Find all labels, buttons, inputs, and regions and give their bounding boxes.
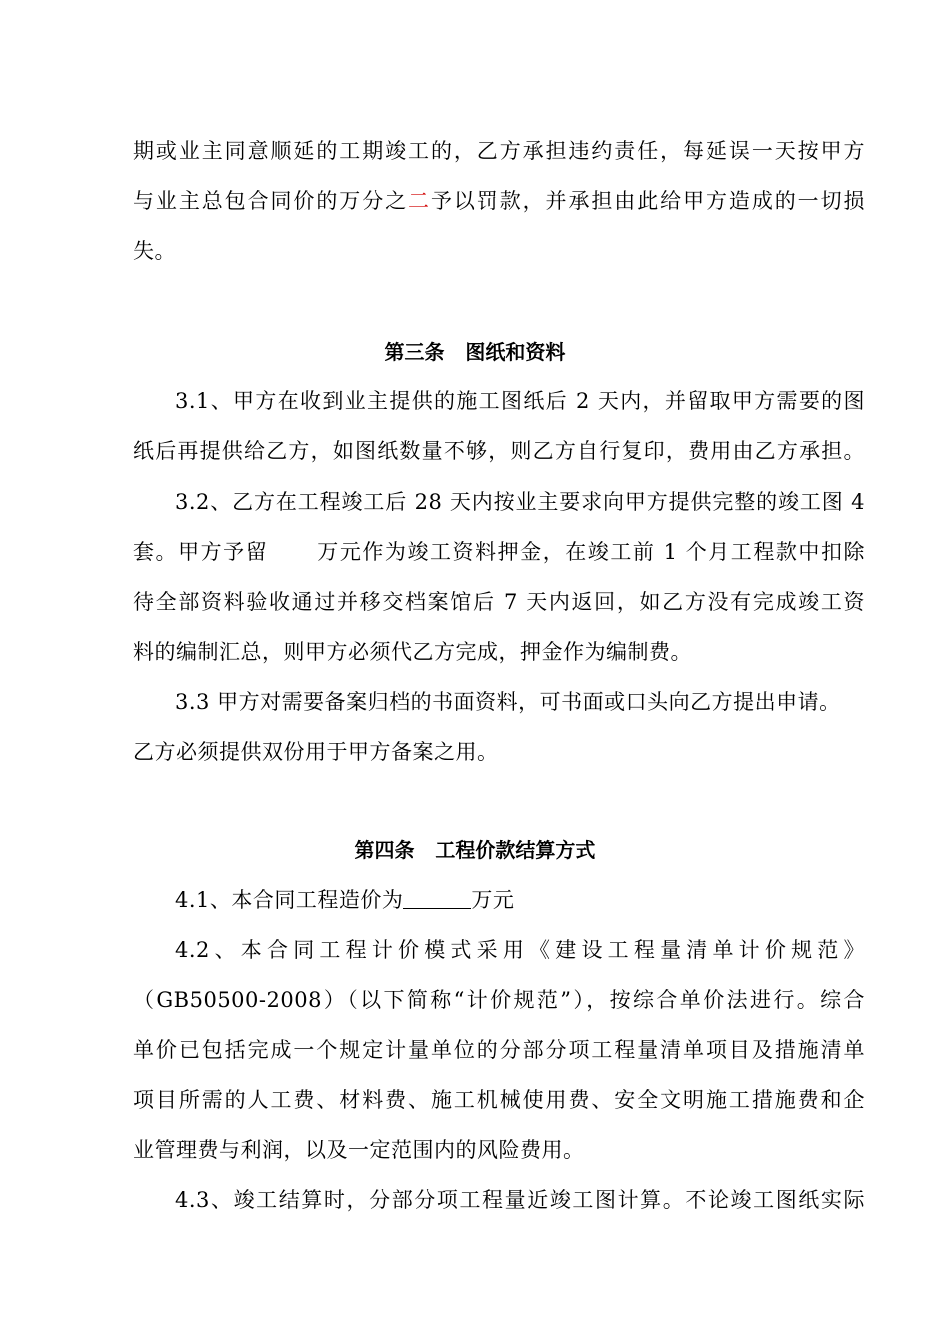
clause-3-2-line-4: 料的编制汇总，则甲方必须代乙方完成，押金作为编制费。	[133, 640, 692, 664]
intro-line-3: 失。	[133, 239, 176, 263]
clause-4-1-label: 4.1、本合同工程造价为	[175, 888, 404, 912]
clause-4-1-unit: 万元	[471, 888, 515, 912]
clause-4-2-line-1: 4.2、本合同工程计价模式采用《建设工程量清单计价规范》	[175, 938, 865, 962]
contract-price-blank	[403, 888, 471, 909]
clause-3-2-line-2-start: 套。甲方予留	[133, 540, 269, 564]
intro-line-2	[133, 186, 865, 216]
section-3-heading: 第三条 图纸和资料	[384, 340, 566, 364]
section-4-heading: 第四条 工程价款结算方式	[354, 838, 596, 862]
clause-4-2-line-3: 单价已包括完成一个规定计量单位的分部分项工程量清单项目及措施清单	[133, 1038, 865, 1062]
clause-3-3-line-2: 乙方必须提供双份用于甲方备案之用。	[133, 740, 499, 764]
intro-line-1: 期或业主同意顺延的工期竣工的，乙方承担违约责任，每延误一天按甲方	[133, 139, 865, 163]
clause-4-3-line-1: 4.3、竣工结算时，分部分项工程量近竣工图计算。不论竣工图纸实际	[175, 1188, 865, 1212]
clause-3-2-line-1: 3.2、乙方在工程竣工后 28 天内按业主要求向甲方提供完整的竣工图 4	[175, 490, 865, 514]
clause-3-3-line-1: 3.3 甲方对需要备案归档的书面资料，可书面或口头向乙方提出申请。	[175, 690, 841, 714]
clause-3-2-line-3: 待全部资料验收通过并移交档案馆后 7 天内返回，如乙方没有完成竣工资	[133, 590, 865, 614]
intro-line-2-start: 与业主总包合同价的万分之	[133, 189, 409, 213]
clause-3-1-line-2: 纸后再提供给乙方，如图纸数量不够，则乙方自行复印，费用由乙方承担。	[133, 439, 865, 463]
intro-line-2-end: 予以罚款，并承担由此给甲方造成的一切损	[430, 189, 865, 213]
clause-4-2-line-2: （GB50500-2008）（以下简称“计价规范”），按综合单价法进行。综合	[133, 988, 865, 1012]
clause-4-1	[175, 885, 865, 915]
clause-3-2-line-2	[133, 537, 865, 567]
clause-3-1-line-1: 3.1、甲方在收到业主提供的施工图纸后 2 天内，并留取甲方需要的图	[175, 389, 865, 413]
clause-4-2-line-5: 业管理费与利润，以及一定范围内的风险费用。	[133, 1138, 585, 1162]
clause-3-2-line-2-end: 万元作为竣工资料押金，在竣工前 1 个月工程款中扣除	[316, 540, 865, 564]
highlighted-number: 二	[408, 189, 431, 213]
clause-4-2-line-4: 项目所需的人工费、材料费、施工机械使用费、安全文明施工措施费和企	[133, 1088, 865, 1112]
